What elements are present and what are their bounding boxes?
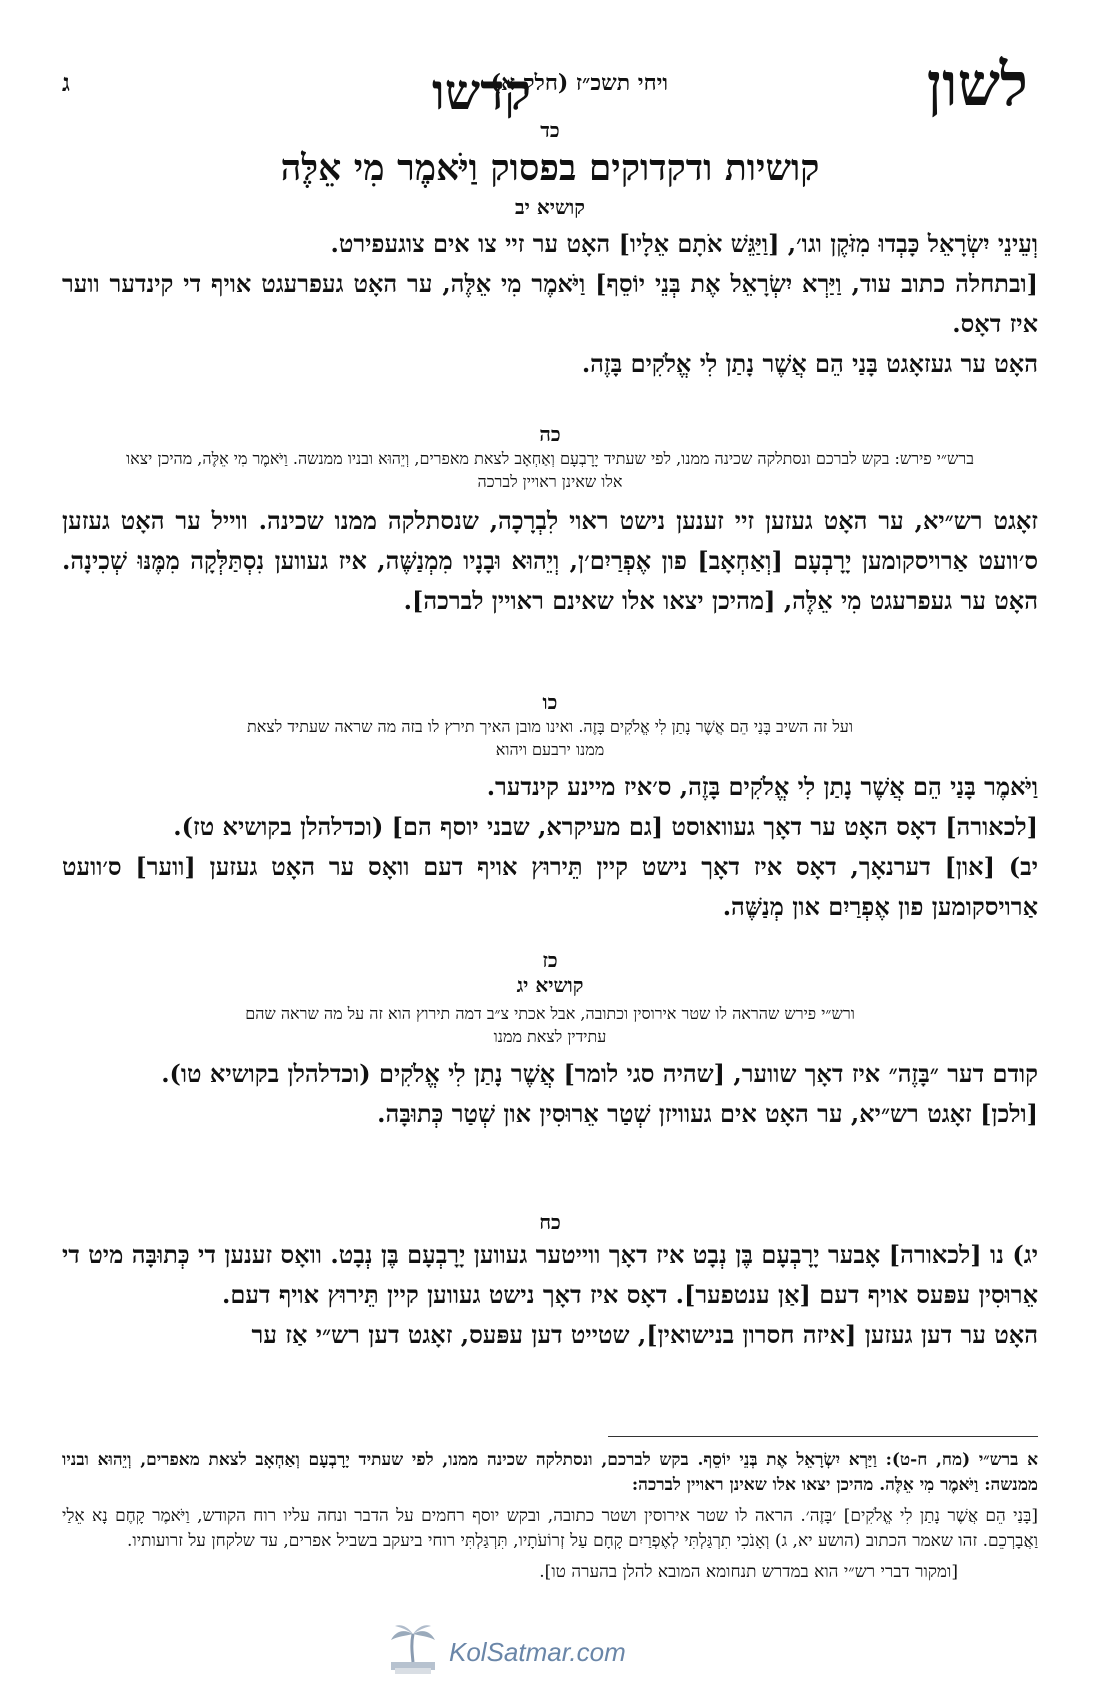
paragraph: זאָגט רש״יא, ער האָט געזען זיי זענען נישט ראוי לִבְרָכָה, שנסתלקה ממנו שכינה. ווייל ער האָט געזען ס׳וועט אַרויסקומען יָרָבְעָם [וְאַחְאָב] פון אֶפְרַיִם׳ן, וְיֵהוּא וּבָנָיו מִמְנַשֶּׁה, איז געווען נִסְתַּלְּקָה מִמֶּנּוּ שְׁכִינָה. האָט ער געפרעגט מִי אֵלֶּה, [מהיכן יצאו אלו שאינם ראויין לברכה]. — [62, 506, 1038, 615]
section-title: קושיות ודקדוקים בפסוק וַיֹּאמֶר מִי אֵלֶּה — [280, 147, 820, 189]
section-number: כז — [542, 948, 558, 972]
paragraph: [ולכן] זאָגט רש״יא, ער האָט אים געוויזן שְׁטַר אֵרוּסִין און שְׁטַר כְּתוּבָּה. — [377, 1099, 1038, 1128]
section-number: כד — [540, 118, 560, 142]
logo-text: KolSatmar.com — [449, 1636, 626, 1667]
section-28 — [62, 1210, 1038, 1355]
kushya-label: קושיא יב — [515, 195, 585, 219]
section-26 — [62, 690, 1038, 927]
page — [62, 0, 1038, 1700]
section-number: כה — [539, 422, 561, 446]
paragraph: וְעֵינֵי יִשְׂרָאֵל כָּבְדוּ מִזֹּקֶן וגו׳, [וַיַּגֵּשׁ אֹתָם אֵלָיו] האָט ער זיי צו אים צוגעפירט. — [330, 229, 1038, 258]
footnote: [ומקור דברי רש״י הוא במדרש תנחומא המובא להלן בהערה טו]. — [539, 1562, 958, 1582]
paragraph: [ובתחלה כתוב עוד, וַיַּרְא יִשְׂרָאֵל אֶת בְּנֵי יוֹסֵף] וַיֹּאמֶר מִי אֵלֶּה, ער האָט געפרעגט אויף די קינדער ווער איז דאָס. — [62, 269, 1039, 338]
paragraph: האָט ער דען געזען [איזה חסרון בנישואין], שטייט דען עפּעס, זאָגט דען רש״י אַז ער — [251, 1320, 1038, 1349]
paragraph: האָט ער געזאָגט בָּנַי הֵם אֲשֶׁר נָתַן לִי אֱלֹקִים בָּזֶה. — [581, 349, 1038, 378]
paragraph: [לכאורה] דאָס האָט ער דאָך געוואוסט [גם מעיקרא, שבני יוסף הם] (וכדלהלן בקושיא טז). — [173, 812, 1038, 841]
footnote-divider — [608, 1436, 1038, 1437]
section-25 — [62, 422, 1038, 621]
running-header — [62, 40, 1038, 121]
paragraph: יג) נו [לכאורה] אָבער יָרָבְעָם בֶּן נְבָט איז דאָך ווייטער געווען יָרָבְעָם בֶּן נְבָט. וואָס זענען די כְּתוּבָּה מיט די אֵרוּסִין עפּעס אויף דעם [אַן ענטפער]. דאָס איז דאָך נישט געווען קיין תֵּירוּץ אויף דעם. — [62, 1240, 1038, 1309]
footnotes — [62, 1448, 1038, 1585]
rashi-quote: ברש״י פירש: בקש לברכם ונסתלקה שכינה ממנו, לפי שעתיד יָרָבְעָם וְאַחְאָב לצאת מאפרים, וְיֵהוּא ובניו ממנשה. וַיֹּאמֶר מִי אֵלֶּה, מהיכן יצאו אלו שאינן ראויין לברכה — [126, 449, 974, 491]
header-word-right: לשון — [926, 50, 1028, 120]
site-logo — [385, 1622, 626, 1682]
paragraph: יב) [און] דערנאָך, דאָס איז דאָך נישט קיין תֵּירוּץ אויף דעם וואָס ער האָט געזען [ווער] ס׳וועט אַרויסקומען פון אֶפְרַיִם און מְנַשֶּׁה. — [62, 852, 1038, 921]
palm-tree-icon — [385, 1622, 441, 1682]
header-subtitle: ויחי תשכ״ז (חלק א) — [490, 70, 668, 96]
page-number: ג — [62, 68, 70, 97]
kushya-label: קושיא יג — [516, 973, 584, 997]
footnote: א ברש״י (מח, ח-ט): וַיַּרְא יִשְׂרָאֵל אֶת בְּנֵי יוֹסֵף. בקש לברכם, ונסתלקה שכינה ממנו, לפי שעתיד יָרָבְעָם וְאַחְאָב לצאת מאפרים, וְיֵהוּא ובניו ממנשה: וַיֹּאמֶר מִי אֵלֶּה. מהיכן יצאו אלו שאינן ראויין לברכה: — [62, 1450, 1038, 1495]
question-quote: ורש״י פירש שהראה לו שטר אירוסין וכתובה, אבל אכתי צ״ב דמה תירוץ הוא זה על מה שראה שהם עתידין לצאת ממנו — [245, 1004, 855, 1046]
footnote: [בָּנַי הֵם אֲשֶׁר נָתַן לִי אֱלֹקִים] ׳בָּזֶה׳. הראה לו שטר אירוסין ושטר כתובה, ובקש יוסף רחמים על הדבר ונחה עליו רוח הקודש, וַיֹּאמֶר קָחֶם נָא אֵלַי וַאֲבָרְכֵם. זהו שאמר הכתוב (הושע יא, ג) וְאָנֹכִי תִרְגַּלְתִּי לְאֶפְרַיִם קָחָם עַל זְרוֹעֹתָיו, תִּרְגַּלְתִּי רוחי ביעקב בשביל אפרים, עד שלקחן על זרועותיו. — [62, 1506, 1038, 1551]
question-quote: ועל זה השיב בָּנַי הֵם אֲשֶׁר נָתַן לִי אֱלֹקִים בָּזֶה. ואינו מובן האיך תירץ לו בזה מה שראה שעתיד לצאת ממנו ירבעם ויהוא — [247, 717, 853, 759]
paragraph: קודם דער ״בָּזֶה״ איז דאָך שווער, [שהיה סגי לומר] אֲשֶׁר נָתַן לִי אֱלֹקִים (וכדלהלן בקושיא טו). — [161, 1059, 1038, 1088]
paragraph: וַיֹּאמֶר בָּנַי הֵם אֲשֶׁר נָתַן לִי אֱלֹקִים בָּזֶה, ס׳איז מיינע קינדער. — [486, 772, 1038, 801]
section-24 — [62, 118, 1038, 384]
header-word-left: קדשו — [432, 62, 531, 121]
section-27 — [62, 948, 1038, 1134]
section-number: כו — [542, 690, 558, 714]
section-number: כח — [539, 1210, 561, 1234]
